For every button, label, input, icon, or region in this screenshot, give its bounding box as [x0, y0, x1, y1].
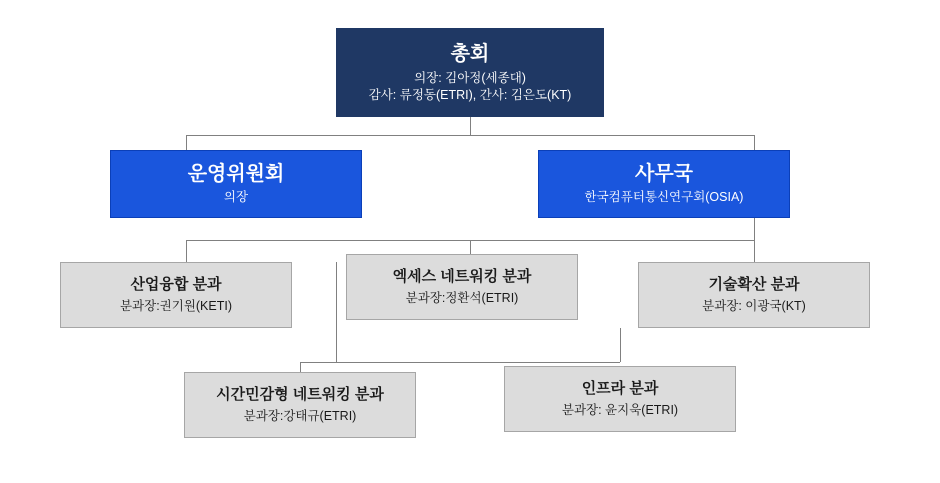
connector-to-industry-wg [186, 240, 187, 262]
node-steering-committee[interactable] [110, 150, 362, 218]
connector-to-steering [186, 135, 187, 150]
node-access-networking-wg[interactable] [346, 254, 578, 320]
node-title: 기술확산 분과 [708, 275, 800, 293]
connector-assembly-down [470, 117, 471, 135]
node-title: 산업융합 분과 [130, 275, 222, 293]
node-subtitle-1: 분과장: 이광국(KT) [702, 298, 806, 313]
node-secretariat[interactable] [538, 150, 790, 218]
node-title: 시간민감형 네트워킹 분과 [216, 385, 384, 403]
node-time-sensitive-networking-wg[interactable] [184, 372, 416, 438]
connector-level4-bus [300, 362, 620, 363]
node-subtitle-1: 분과장:정환석(ETRI) [405, 290, 519, 305]
node-tech-diffusion-wg[interactable] [638, 262, 870, 328]
node-title: 운영위원회 [187, 163, 285, 186]
node-subtitle-1: 분과장:권기원(KETI) [119, 298, 233, 313]
connector-to-tech-wg [754, 240, 755, 262]
connector-secretariat-down [754, 218, 755, 240]
node-subtitle-1: 분과장: 윤지욱(ETRI) [561, 402, 679, 417]
node-general-assembly[interactable] [336, 28, 604, 117]
node-infra-wg[interactable] [504, 366, 736, 432]
connector-to-secretariat [754, 135, 755, 150]
node-subtitle-1: 분과장:강태규(ETRI) [243, 408, 357, 423]
connector-access-wg-left-down [336, 262, 337, 362]
node-title: 총회 [450, 42, 490, 65]
node-title: 인프라 분과 [581, 379, 659, 397]
node-title: 사무국 [635, 163, 693, 186]
node-subtitle-2: 감사: 류정동(ETRI), 간사: 김은도(KT) [368, 87, 572, 102]
node-subtitle-1: 한국컴퓨터통신연구회(OSIA) [584, 190, 744, 205]
connector-to-tsn-wg [300, 362, 301, 372]
connector-to-infra-wg [620, 328, 621, 362]
connector-level2-bus [186, 135, 754, 136]
node-subtitle-1: 의장: 김아정(세종대) [414, 70, 526, 85]
node-industry-convergence-wg[interactable] [60, 262, 292, 328]
node-title: 엑세스 네트워킹 분과 [392, 267, 532, 285]
node-subtitle-1: 의장 [223, 190, 249, 205]
